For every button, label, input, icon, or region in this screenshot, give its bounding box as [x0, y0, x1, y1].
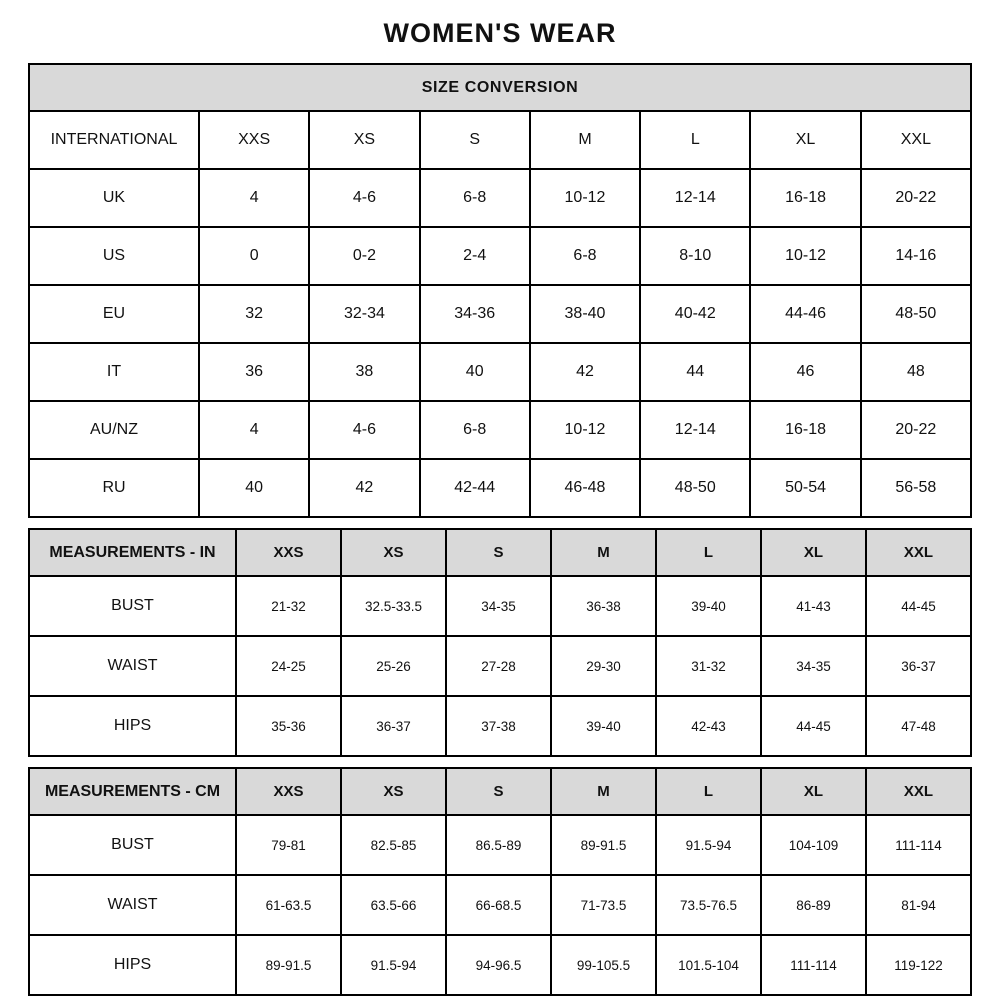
size-conversion-table [28, 63, 972, 518]
value-cell: 21-32 [236, 576, 341, 636]
value-cell: 29-30 [551, 636, 656, 696]
value-cell: 44 [640, 343, 750, 401]
value-cell: 40 [199, 459, 309, 517]
value-cell: 91.5-94 [656, 815, 761, 875]
value-cell: 38-40 [530, 285, 640, 343]
value-cell: 41-43 [761, 576, 866, 636]
value-cell: 63.5-66 [341, 875, 446, 935]
size-column-header: M [530, 111, 640, 169]
value-cell: 34-35 [446, 576, 551, 636]
value-cell: 4 [199, 401, 309, 459]
value-cell: 82.5-85 [341, 815, 446, 875]
size-column-header: L [656, 529, 761, 576]
value-cell: 42-44 [420, 459, 530, 517]
value-cell: 101.5-104 [656, 935, 761, 995]
row-label: HIPS [29, 935, 236, 995]
size-column-header: XXL [866, 529, 971, 576]
table-row [29, 636, 971, 696]
row-label: RU [29, 459, 199, 517]
row-label: WAIST [29, 636, 236, 696]
value-cell: 36-38 [551, 576, 656, 636]
value-cell: 94-96.5 [446, 935, 551, 995]
value-cell: 111-114 [761, 935, 866, 995]
value-cell: 89-91.5 [236, 935, 341, 995]
value-cell: 32 [199, 285, 309, 343]
size-column-header: S [420, 111, 530, 169]
size-conversion-header-row [29, 111, 971, 169]
value-cell: 104-109 [761, 815, 866, 875]
value-cell: 79-81 [236, 815, 341, 875]
table-row [29, 459, 971, 517]
value-cell: 89-91.5 [551, 815, 656, 875]
table-row [29, 169, 971, 227]
value-cell: 56-58 [861, 459, 971, 517]
table-row [29, 696, 971, 756]
value-cell: 48 [861, 343, 971, 401]
value-cell: 24-25 [236, 636, 341, 696]
size-column-header: XXS [199, 111, 309, 169]
table-row [29, 935, 971, 995]
value-cell: 12-14 [640, 401, 750, 459]
value-cell: 91.5-94 [341, 935, 446, 995]
value-cell: 86.5-89 [446, 815, 551, 875]
value-cell: 42 [530, 343, 640, 401]
measurements-cm-header-row [29, 768, 971, 815]
value-cell: 6-8 [530, 227, 640, 285]
value-cell: 2-4 [420, 227, 530, 285]
size-column-header: M [551, 768, 656, 815]
size-column-header: L [640, 111, 750, 169]
value-cell: 44-45 [866, 576, 971, 636]
value-cell: 47-48 [866, 696, 971, 756]
value-cell: 0 [199, 227, 309, 285]
value-cell: 66-68.5 [446, 875, 551, 935]
value-cell: 40 [420, 343, 530, 401]
value-cell: 12-14 [640, 169, 750, 227]
value-cell: 10-12 [750, 227, 860, 285]
value-cell: 16-18 [750, 169, 860, 227]
measurements-in-table [28, 528, 972, 757]
table-row [29, 815, 971, 875]
value-cell: 31-32 [656, 636, 761, 696]
value-cell: 8-10 [640, 227, 750, 285]
size-column-header: XXS [236, 768, 341, 815]
value-cell: 10-12 [530, 169, 640, 227]
value-cell: 44-46 [750, 285, 860, 343]
size-column-header: XXL [861, 111, 971, 169]
row-label: US [29, 227, 199, 285]
value-cell: 32.5-33.5 [341, 576, 446, 636]
size-column-header: L [656, 768, 761, 815]
table-row [29, 576, 971, 636]
row-label: AU/NZ [29, 401, 199, 459]
size-column-header: S [446, 768, 551, 815]
value-cell: 111-114 [866, 815, 971, 875]
size-column-header: M [551, 529, 656, 576]
row-label: UK [29, 169, 199, 227]
value-cell: 42-43 [656, 696, 761, 756]
value-cell: 14-16 [861, 227, 971, 285]
value-cell: 99-105.5 [551, 935, 656, 995]
value-cell: 20-22 [861, 169, 971, 227]
value-cell: 36-37 [866, 636, 971, 696]
size-conversion-heading-row [29, 64, 971, 111]
size-conversion-header-label: INTERNATIONAL [29, 111, 199, 169]
row-label: BUST [29, 815, 236, 875]
value-cell: 73.5-76.5 [656, 875, 761, 935]
value-cell: 27-28 [446, 636, 551, 696]
size-conversion-heading: SIZE CONVERSION [29, 64, 971, 111]
value-cell: 119-122 [866, 935, 971, 995]
size-column-header: XS [341, 529, 446, 576]
size-column-header: S [446, 529, 551, 576]
size-column-header: XXL [866, 768, 971, 815]
value-cell: 81-94 [866, 875, 971, 935]
value-cell: 42 [309, 459, 419, 517]
value-cell: 10-12 [530, 401, 640, 459]
value-cell: 38 [309, 343, 419, 401]
value-cell: 46-48 [530, 459, 640, 517]
size-column-header: XS [309, 111, 419, 169]
value-cell: 39-40 [551, 696, 656, 756]
value-cell: 25-26 [341, 636, 446, 696]
value-cell: 48-50 [640, 459, 750, 517]
value-cell: 48-50 [861, 285, 971, 343]
value-cell: 36-37 [341, 696, 446, 756]
table-row [29, 401, 971, 459]
value-cell: 46 [750, 343, 860, 401]
measurements-cm-header-label: MEASUREMENTS - CM [29, 768, 236, 815]
value-cell: 37-38 [446, 696, 551, 756]
measurements-in-header-row [29, 529, 971, 576]
value-cell: 4-6 [309, 169, 419, 227]
value-cell: 39-40 [656, 576, 761, 636]
table-row [29, 875, 971, 935]
value-cell: 6-8 [420, 401, 530, 459]
row-label: EU [29, 285, 199, 343]
value-cell: 44-45 [761, 696, 866, 756]
page-title: WOMEN'S WEAR [383, 18, 617, 48]
value-cell: 4 [199, 169, 309, 227]
table-row [29, 343, 971, 401]
value-cell: 0-2 [309, 227, 419, 285]
value-cell: 86-89 [761, 875, 866, 935]
value-cell: 6-8 [420, 169, 530, 227]
size-column-header: XL [761, 529, 866, 576]
value-cell: 61-63.5 [236, 875, 341, 935]
row-label: WAIST [29, 875, 236, 935]
table-row [29, 227, 971, 285]
value-cell: 34-35 [761, 636, 866, 696]
size-column-header: XL [761, 768, 866, 815]
row-label: IT [29, 343, 199, 401]
size-column-header: XL [750, 111, 860, 169]
value-cell: 4-6 [309, 401, 419, 459]
value-cell: 50-54 [750, 459, 860, 517]
value-cell: 36 [199, 343, 309, 401]
measurements-cm-table [28, 767, 972, 996]
value-cell: 16-18 [750, 401, 860, 459]
value-cell: 32-34 [309, 285, 419, 343]
row-label: HIPS [29, 696, 236, 756]
size-column-header: XXS [236, 529, 341, 576]
row-label: BUST [29, 576, 236, 636]
value-cell: 20-22 [861, 401, 971, 459]
value-cell: 40-42 [640, 285, 750, 343]
value-cell: 34-36 [420, 285, 530, 343]
size-column-header: XS [341, 768, 446, 815]
value-cell: 35-36 [236, 696, 341, 756]
value-cell: 71-73.5 [551, 875, 656, 935]
measurements-in-header-label: MEASUREMENTS - IN [29, 529, 236, 576]
table-row [29, 285, 971, 343]
